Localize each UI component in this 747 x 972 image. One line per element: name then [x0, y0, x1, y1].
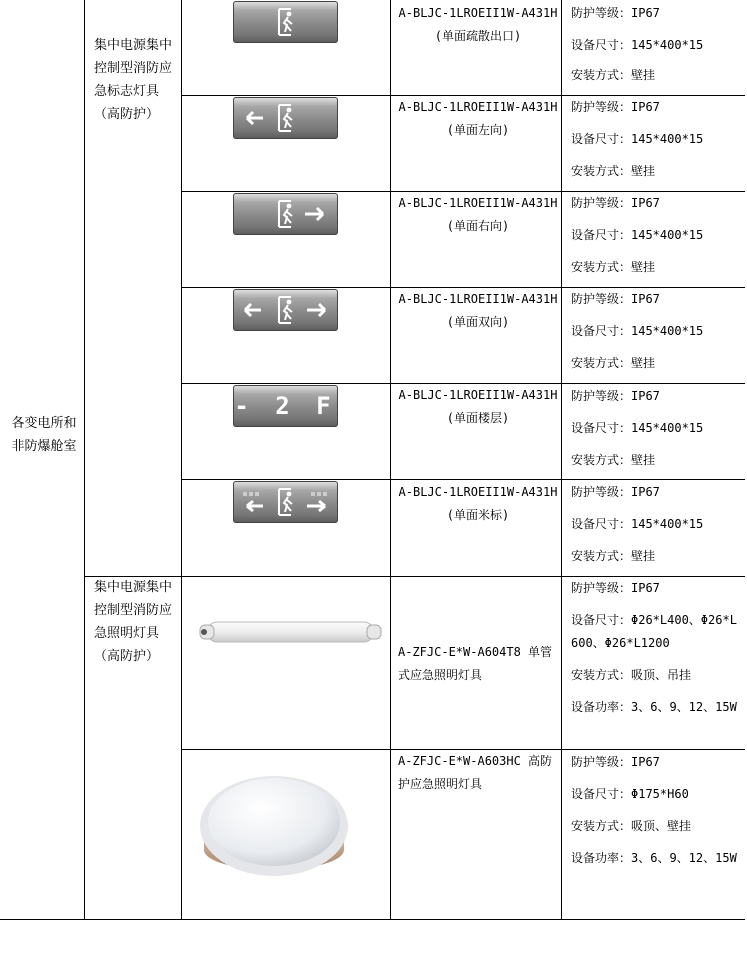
spec-install: 安装方式：壁挂	[571, 260, 656, 274]
spec-install: 安装方式：壁挂	[571, 549, 656, 563]
spec-size: 设备尺寸：145*400*15	[571, 324, 704, 338]
model-cell: A-ZFJC-E*W-A603HC 高防护应急照明灯具	[398, 754, 553, 791]
spec-size: 设备尺寸：145*400*15	[571, 517, 704, 531]
spec-protection: 防护等级：IP67	[571, 581, 660, 595]
model-cell: A-BLJC-1LROEII1W-A431H(单面双向)	[398, 292, 558, 329]
spec-protection: 防护等级：IP67	[571, 196, 660, 210]
spec-install: 安装方式：壁挂	[571, 68, 656, 82]
spec-protection: 防护等级：IP67	[571, 755, 660, 769]
spec-size: 设备尺寸：145*400*15	[571, 38, 704, 52]
spec-install: 安装方式：吸顶、壁挂	[571, 819, 692, 833]
exit-sign-single-icon	[233, 1, 338, 43]
spec-install: 安装方式：壁挂	[571, 164, 656, 178]
spec-size: 设备尺寸：145*400*15	[571, 132, 704, 146]
model-cell: A-BLJC-1LROEII1W-A431H(单面左向)	[398, 100, 558, 137]
location-cell: 各变电所和非防爆舱室	[11, 416, 77, 454]
spec-install: 安装方式：壁挂	[571, 356, 656, 370]
spec-protection: 防护等级：IP67	[571, 485, 660, 499]
spec-protection: 防护等级：IP67	[571, 100, 660, 114]
spec-install: 安装方式：壁挂	[571, 453, 656, 467]
spec-size: 设备尺寸：145*400*15	[571, 421, 704, 435]
model-cell: A-BLJC-1LROEII1W-A431H(单面米标)	[398, 485, 558, 522]
model-cell: A-ZFJC-E*W-A604T8 单管式应急照明灯具	[398, 645, 553, 682]
model-cell: A-BLJC-1LROEII1W-A431H(单面右向)	[398, 196, 558, 233]
exit-sign-right-arrow-icon	[233, 193, 338, 235]
spec-protection: 防护等级：IP67	[571, 292, 660, 306]
spec-protection: 防护等级：IP67	[571, 6, 660, 20]
category-cell-lighting: 集中电源集中控制型消防应急照明灯具（高防护）	[94, 580, 173, 664]
spec-install: 安装方式：吸顶、吊挂	[571, 668, 692, 682]
floor-sign-icon	[233, 385, 338, 427]
spec-size: 设备尺寸：145*400*15	[571, 228, 704, 242]
exit-sign-two-way-icon	[233, 289, 338, 331]
exit-sign-distance-icon	[233, 481, 338, 523]
model-cell: A-BLJC-1LROEII1W-A431H(单面疏散出口)	[398, 6, 558, 43]
spec-protection: 防护等级：IP67	[571, 389, 660, 403]
spec-size: 设备尺寸：Φ175*H60	[571, 787, 689, 801]
spec-power: 设备功率：3、6、9、12、15W	[571, 851, 737, 865]
category-cell-signs: 集中电源集中控制型消防应急标志灯具（高防护）	[94, 38, 173, 122]
floor-sign-text: - 2 F	[234, 392, 337, 420]
model-cell: A-BLJC-1LROEII1W-A431H(单面楼层)	[398, 388, 558, 425]
round-ceiling-light-icon	[198, 764, 350, 884]
spec-size: 设备尺寸：Φ26*L400、Φ26*L600、Φ26*L1200	[571, 613, 737, 650]
spec-power: 设备功率：3、6、9、12、15W	[571, 700, 737, 714]
tube-light-icon	[198, 618, 383, 646]
exit-sign-left-arrow-icon	[233, 97, 338, 139]
